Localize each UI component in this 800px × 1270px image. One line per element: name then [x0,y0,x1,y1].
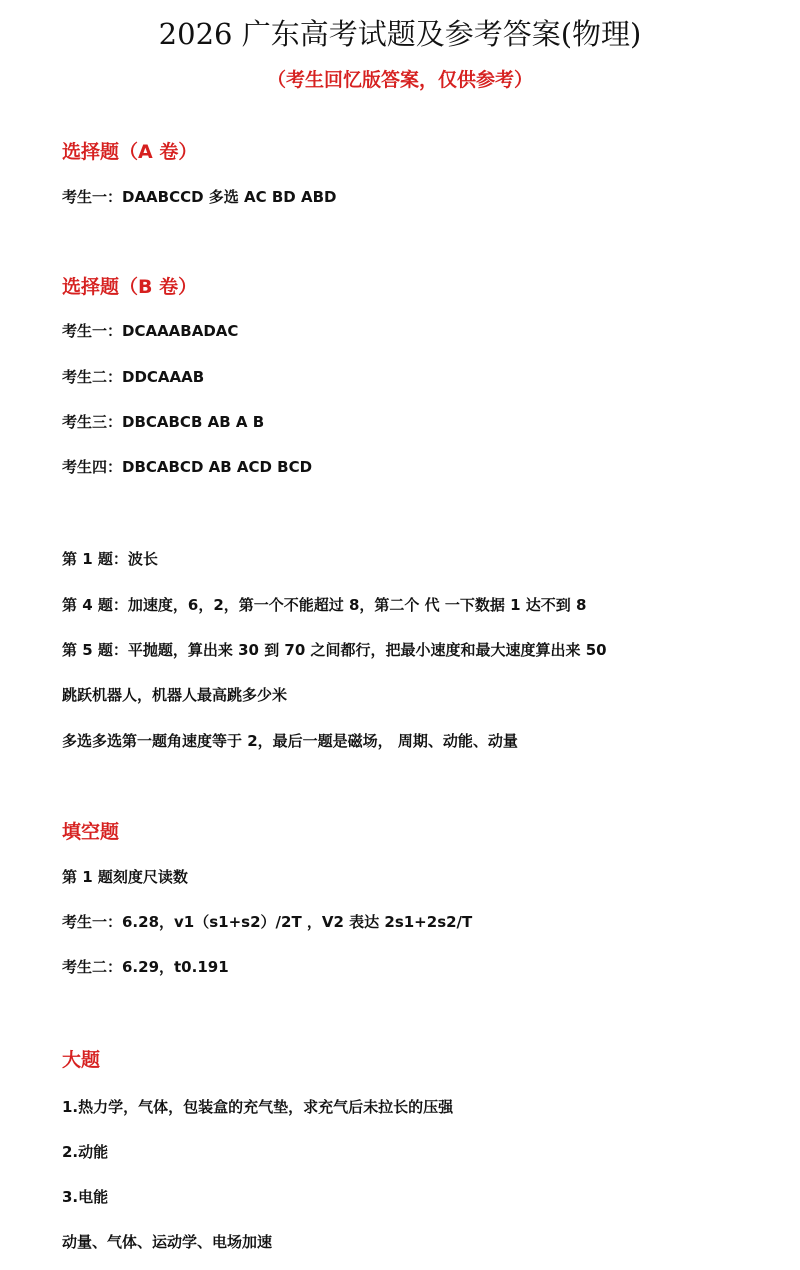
note-line-4: 跳跃机器人，机器人最高跳多少米 [62,686,288,704]
fill-line-2: 考生一：6.28，v1（s1+s2）/2T ，V2 表达 2s1+2s2/T [62,913,473,931]
page-subtitle: （考生回忆版答案，仅供参考） [266,69,533,91]
section-heading-choice-b: 选择题（B 卷） [62,276,198,298]
page-title: 2026 广东高考试题及参考答案(物理) [158,17,642,51]
fill-line-1: 第 1 题刻度尺读数 [62,868,188,886]
choice-b-line-2: 考生二：DDCAAAB [62,368,205,386]
big-line-3: 3.电能 [62,1188,109,1206]
fill-line-3: 考生二：6.29，t0.191 [62,958,229,976]
choice-a-line-1: 考生一：DAABCCD 多选 AC BD ABD [62,188,337,206]
note-line-3: 第 5 题：平抛题，算出来 30 到 70 之间都行，把最小速度和最大速度算出来 50 [62,641,607,659]
big-line-4: 动量、气体、运动学、电场加速 [62,1233,273,1251]
note-line-2: 第 4 题：加速度，6，2，第一个不能超过 8，第二个 代 一下数据 1 达不到 8 [62,596,587,614]
section-heading-fill: 填空题 [62,821,120,843]
big-line-2: 2.动能 [62,1143,109,1161]
choice-b-line-4: 考生四：DBCABCD AB ACD BCD [62,458,313,476]
section-heading-choice-a: 选择题（A 卷） [62,141,198,163]
section-heading-big: 大题 [62,1049,101,1071]
choice-b-line-1: 考生一：DCAAABADAC [62,322,239,340]
big-line-1: 1.热力学，气体，包装盒的充气垫，求充气后未拉长的压强 [62,1098,454,1116]
note-line-5: 多选多选第一题角速度等于 2，最后一题是磁场， 周期、动能、动量 [62,732,518,750]
note-line-1: 第 1 题：波长 [62,550,158,568]
choice-b-line-3: 考生三：DBCABCB AB A B [62,413,265,431]
